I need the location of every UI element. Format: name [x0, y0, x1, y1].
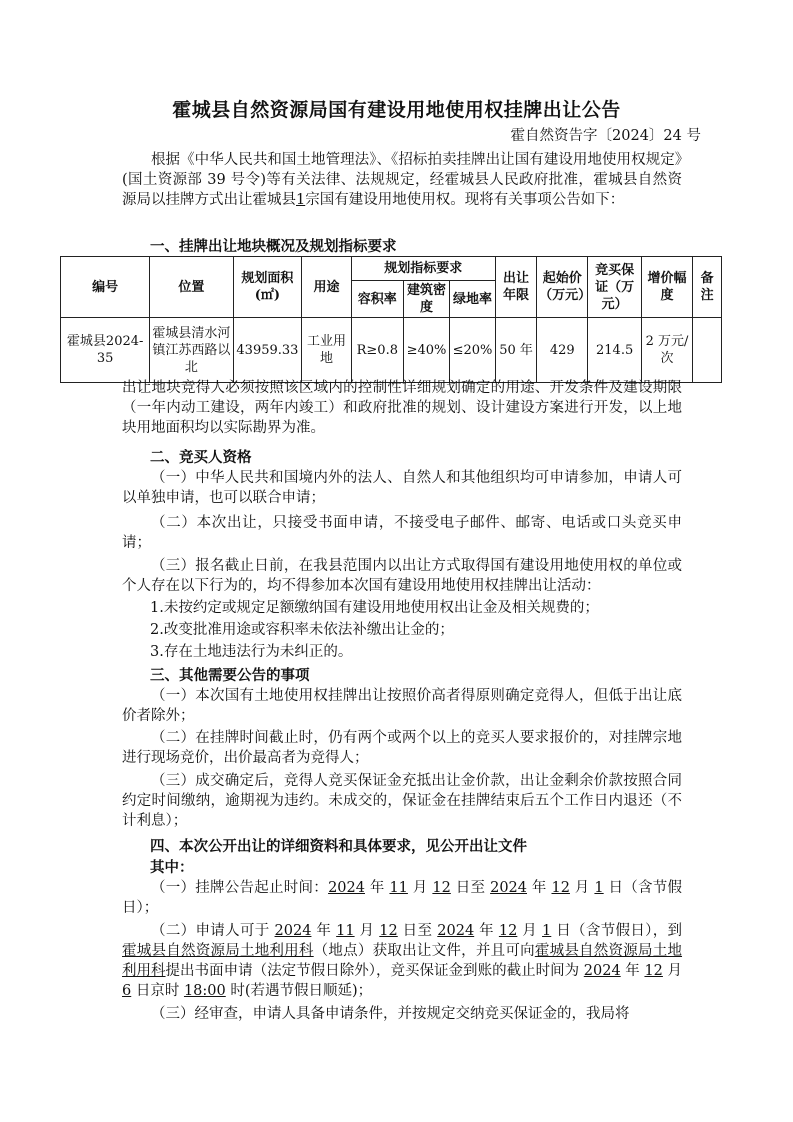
s4-1-t2: 月 — [407, 880, 433, 896]
parcel-table — [60, 256, 722, 383]
header-use: 用途 — [302, 257, 351, 318]
s4-1-t4: 年 — [527, 880, 552, 896]
s4-2-t9: 年 — [620, 963, 645, 979]
s4-2-end-day: 1 — [542, 923, 552, 939]
header-increment: 增价幅度 — [641, 257, 692, 318]
s4-2-end-year: 2024 — [437, 923, 475, 939]
header-term: 出让年限 — [496, 257, 537, 318]
section-3-item-1: （一）本次国有土地使用权挂牌出让按照价高者得原则确定竞得人，但低于出让底价者除外； — [122, 688, 682, 724]
document-title: 霍城县自然资源局国有建设用地使用权挂牌出让公告 — [172, 99, 621, 121]
s4-2-t12: 时(若遇节假日顺延)； — [225, 983, 373, 999]
s4-1-end-day: 1 — [594, 880, 604, 896]
s4-2-text: （二）申请人可于 — [151, 923, 275, 939]
intro-paragraph — [122, 150, 682, 210]
intro-text-end: 宗国有建设用地使用权。现将有关事项公告如下： — [305, 192, 625, 208]
after-table-paragraph: 出让地块竞得人必须按照该区域内的控制性详细规划确定的用途、开发条件及建设期限（一年内动工建设，两年内竣工）和政府批准的规划、设计建设方案进行开发，以上地块用地面积均以实际勘界为准。 — [122, 380, 682, 436]
s4-1-end-year: 2024 — [490, 880, 527, 896]
cell-start-price: 429 — [537, 318, 588, 383]
cell-green: ≤20% — [450, 318, 496, 383]
header-location: 位置 — [150, 257, 233, 318]
s4-2-t8: 提出书面申请（法定节假日除外），竞买保证金到账的截止时间为 — [165, 963, 584, 979]
section-3-heading: 三、其他需要公告的事项 — [150, 667, 310, 684]
cell-deposit: 214.5 — [588, 318, 641, 383]
section-4-item-1 — [122, 878, 682, 918]
s4-2-t3: 日至 — [397, 923, 438, 939]
s4-1-text: （一）挂牌公告起止时间： — [151, 880, 329, 896]
s4-2-deadline-month: 12 — [644, 963, 663, 979]
cell-density: ≥40% — [404, 318, 450, 383]
s4-2-t1: 年 — [311, 923, 337, 939]
s4-2-t11: 日京时 — [131, 983, 184, 999]
s4-1-end-month: 12 — [551, 880, 570, 896]
cell-remark — [693, 318, 722, 383]
s4-2-deadline-day: 6 — [122, 983, 132, 999]
s4-2-t7: （地点）获取出让文件，并且可向 — [313, 943, 535, 959]
section-3-item-3: （三）成交确定后，竞得人竞买保证金充抵出让金价款，出让金剩余价款按照合同约定时间缴纳，逾期视为违约。未成交的，保证金在挂牌结束后五个工作日内退还（不计利息）； — [122, 773, 682, 829]
cell-increment: 2 万元/次 — [641, 318, 692, 383]
s4-2-place-1: 霍城县自然资源局土地利用科 — [122, 943, 314, 959]
header-deposit: 竞买保证（万元） — [588, 257, 641, 318]
section-2-heading: 二、竞买人资格 — [150, 449, 252, 466]
cell-location: 霍城县清水河镇江苏西路以北 — [150, 318, 233, 383]
header-density: 建筑密度 — [404, 281, 450, 318]
header-start-price: 起始价（万元） — [537, 257, 588, 318]
s4-2-t2: 月 — [354, 923, 380, 939]
s4-2-place-2: 霍城县自然资源局土地利用科 — [122, 943, 683, 979]
cell-area: 43959.33 — [233, 318, 302, 383]
s4-2-start-year: 2024 — [274, 923, 312, 939]
header-code: 编号 — [61, 257, 150, 318]
s4-2-t10: 月 — [662, 963, 683, 979]
header-remark: 备注 — [693, 257, 722, 318]
s4-1-t5: 月 — [569, 880, 595, 896]
section-1-heading: 一、挂牌出让地块概况及规划指标要求 — [150, 238, 397, 255]
document-number: 霍自然资告字〔2024〕24 号 — [510, 128, 701, 144]
s4-1-start-year: 2024 — [328, 880, 365, 896]
s4-1-start-day: 12 — [432, 880, 451, 896]
section-2-list-1: 1.未按约定或规定足额缴纳国有建设用地使用权出让金及相关规费的； — [150, 600, 599, 616]
s4-2-end-month: 12 — [498, 923, 518, 939]
s4-2-deadline-time: 18:00 — [183, 983, 226, 999]
header-area: 规划面积(㎡) — [233, 257, 302, 318]
intro-parcel-count: 1 — [296, 192, 306, 208]
section-2-list-2: 2.改变批准用途或容积率未依法补缴出让金的； — [150, 622, 454, 638]
cell-far: R≥0.8 — [351, 318, 403, 383]
section-4-heading: 四、本次公开出让的详细资料和具体要求，见公开出让文件 — [150, 838, 527, 855]
s4-2-deadline-year: 2024 — [583, 963, 621, 979]
intro-text: 根据《中华人民共和国土地管理法》、《招标拍卖挂牌出让国有建设用地使用权规定》(国土资源部 39 号令)等有关法律、法规规定，经霍城县人民政府批准，霍城县自然资源局以挂牌方式出让霍城县 — [122, 152, 682, 208]
cell-use: 工业用地 — [302, 318, 351, 383]
s4-2-start-month: 11 — [336, 923, 355, 939]
cell-code: 霍城县2024-35 — [61, 318, 150, 383]
section-2-item-3: （三）报名截止日前，在我县范围内以出让方式取得国有建设用地使用权的单位或个人存在以下行为的，均不得参加本次国有建设用地使用权挂牌出让活动： — [122, 558, 682, 594]
section-4-item-3: （三）经审查，申请人具备申请条件，并按规定交纳竞买保证金的，我局将 — [151, 1006, 630, 1022]
table-row — [61, 318, 722, 383]
s4-2-t4: 年 — [474, 923, 499, 939]
header-far: 容积率 — [351, 281, 403, 318]
s4-1-t3: 日至 — [450, 880, 491, 896]
section-3-item-2: （二）在挂牌时间截止时，仍有两个或两个以上的竞买人要求报价的，对挂牌宗地进行现场竞价，出价最高者为竞得人； — [122, 730, 682, 766]
section-4-item-2 — [122, 921, 682, 1001]
s4-1-t6: 日（含节假日）； — [122, 880, 683, 916]
s4-2-t5: 月 — [517, 923, 543, 939]
s4-2-start-day: 12 — [379, 923, 398, 939]
among-label: 其中： — [150, 859, 194, 876]
section-2-list-3: 3.存在土地违法行为未纠正的。 — [150, 644, 353, 660]
section-2-item-2: （二）本次出让，只接受书面申请，不接受电子邮件、邮寄、电话或口头竞买申请； — [122, 515, 682, 551]
cell-term: 50 年 — [496, 318, 537, 383]
s4-1-t1: 年 — [364, 880, 390, 896]
header-green: 绿地率 — [450, 281, 496, 318]
s4-1-start-month: 11 — [389, 880, 408, 896]
section-2-item-1: （一）中华人民共和国境内外的法人、自然人和其他组织均可申请参加，申请人可以单独申请，也可以联合申请； — [122, 470, 682, 506]
s4-2-t6: 日（含节假日），到 — [551, 923, 683, 939]
header-indicators: 规划指标要求 — [351, 257, 495, 281]
